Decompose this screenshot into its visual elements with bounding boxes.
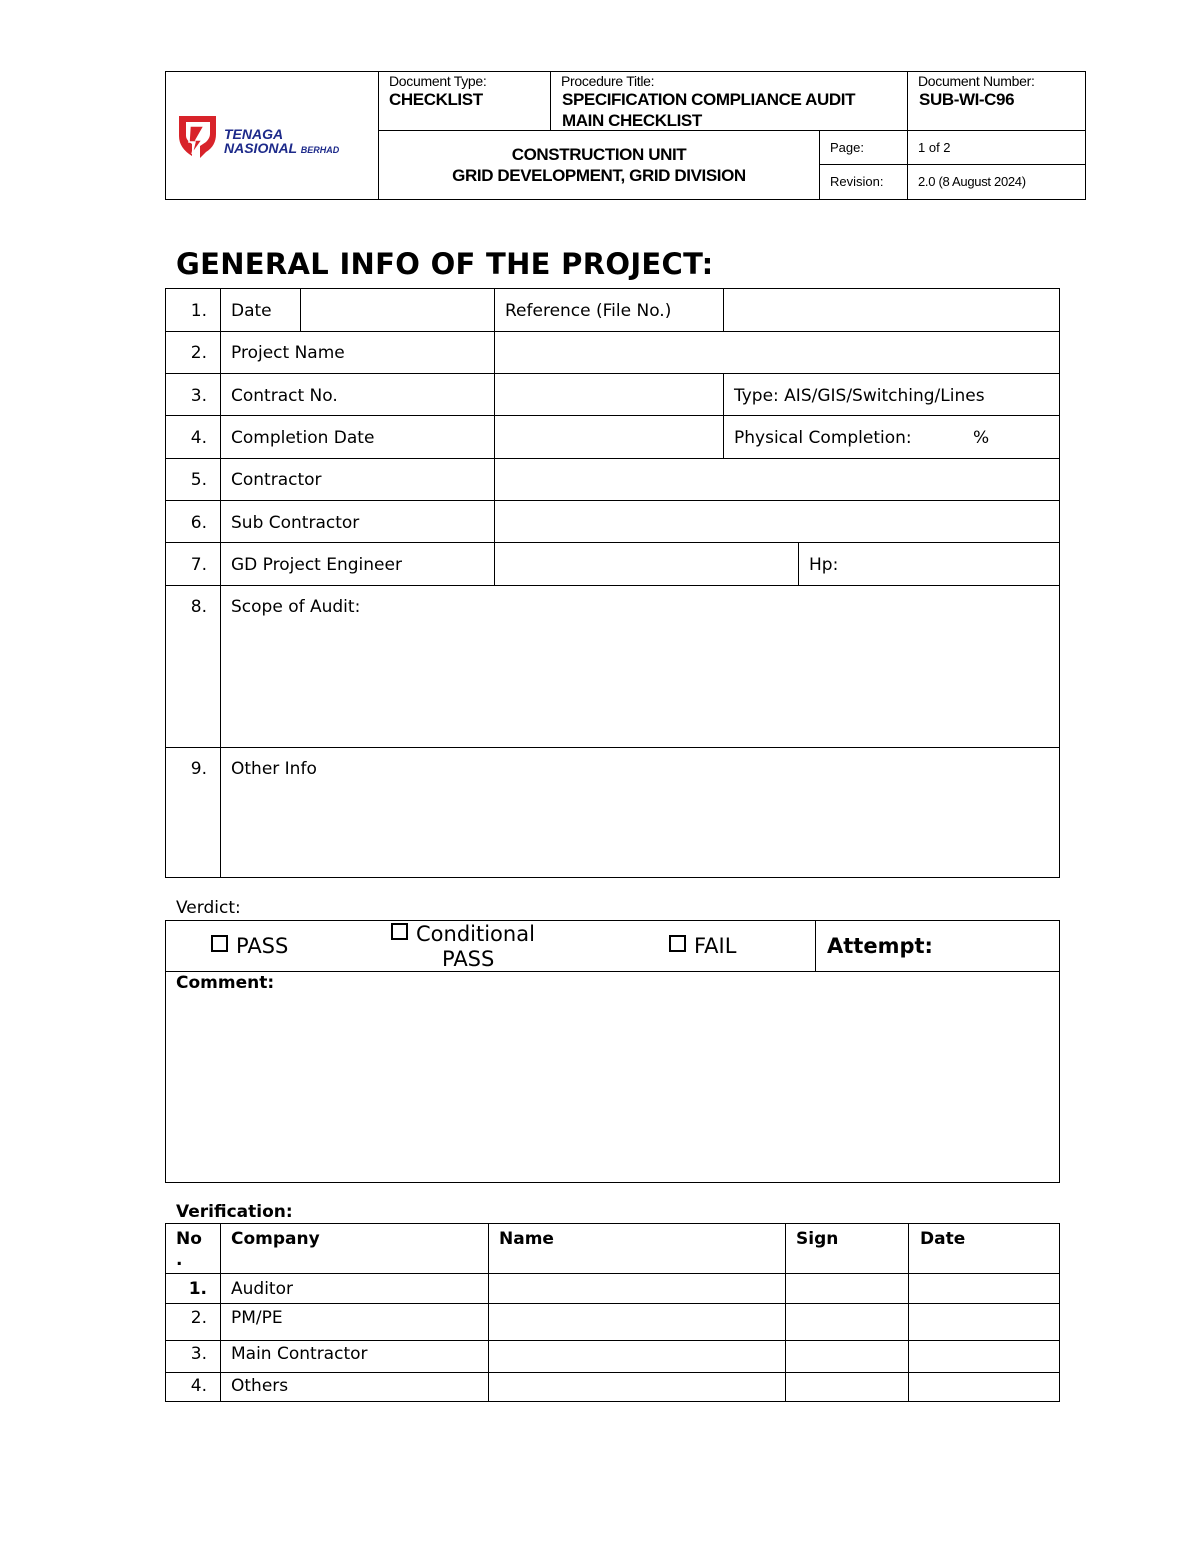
no-column-header: No . [176,1229,202,1270]
fail-option[interactable] [669,934,736,958]
comment-label: Comment: [176,973,275,993]
row-number: 3. [190,1344,207,1364]
company-name-suffix: BERHAD [300,145,340,155]
doc-type-label: Document Type: [389,73,487,89]
company-cell: PM/PE [231,1308,283,1328]
row-number: 5. [190,470,207,490]
completion-date-label: Completion Date [231,428,375,448]
row-number: 2. [190,343,207,363]
conditional-label: Conditional [416,922,535,946]
procedure-title-label: Procedure Title: [561,73,655,89]
row-number: 6. [190,513,207,533]
verdict-label: Verdict: [176,898,241,918]
row-number: 4. [190,1376,207,1396]
company-name-line1: TENAGA [224,126,284,142]
row-number: 9. [190,759,207,779]
project-name-label: Project Name [231,343,345,363]
contractor-label: Contractor [231,470,322,490]
pass-label: PASS [236,934,289,958]
page-value: 1 of 2 [918,140,951,155]
conditional-pass-option[interactable] [391,922,535,972]
sign-column-header: Sign [796,1229,839,1249]
reference-label: Reference (File No.) [505,301,672,321]
scope-of-audit-label: Scope of Audit: [231,597,361,617]
row-number: 1. [188,1279,207,1299]
company-cell: Others [231,1376,289,1396]
company-name-line2: NASIONAL [224,140,297,156]
procedure-title-line2: MAIN CHECKLIST [562,111,702,130]
company-column-header: Company [231,1229,320,1249]
unit-line2: GRID DEVELOPMENT, GRID DIVISION [452,166,746,185]
row-number: 2. [190,1308,207,1328]
doc-number-value: SUB-WI-C96 [919,90,1015,109]
pass-checkbox-icon[interactable] [211,935,228,952]
row-number: 4. [190,428,207,448]
fail-label: FAIL [694,934,737,958]
revision-label: Revision: [830,174,884,189]
company-logo [174,112,364,168]
project-engineer-label: GD Project Engineer [231,555,402,575]
company-cell: Auditor [231,1279,293,1299]
conditional-pass-label: PASS [442,947,495,971]
other-info-label: Other Info [231,759,317,779]
general-info-title: GENERAL INFO OF THE PROJECT: [176,247,714,281]
name-column-header: Name [499,1229,554,1249]
row-number: 7. [190,555,207,575]
hp-label: Hp: [809,555,839,575]
tnb-logo-icon [176,112,220,164]
physical-completion-label: Physical Completion: [734,428,912,448]
conditional-pass-checkbox-icon[interactable] [391,923,408,940]
sub-contractor-label: Sub Contractor [231,513,360,533]
row-number: 8. [190,597,207,617]
verification-title: Verification: [176,1202,293,1222]
revision-value: 2.0 (8 August 2024) [918,174,1026,189]
attempt-label: Attempt: [827,934,933,958]
doc-number-label: Document Number: [918,73,1035,89]
fail-checkbox-icon[interactable] [669,935,686,952]
percent-unit: % [973,428,990,448]
type-label: Type: AIS/GIS/Switching/Lines [734,386,985,406]
row-number: 1. [190,301,207,321]
date-label: Date [231,301,272,321]
contract-no-label: Contract No. [231,386,338,406]
unit-line1: CONSTRUCTION UNIT [511,145,687,164]
row-number: 3. [190,386,207,406]
page-label: Page: [830,140,864,155]
doc-type-value: CHECKLIST [389,90,483,109]
date-column-header: Date [920,1229,966,1249]
company-cell: Main Contractor [231,1344,368,1364]
procedure-title-line1: SPECIFICATION COMPLIANCE AUDIT [562,90,856,109]
pass-option[interactable] [211,934,288,958]
